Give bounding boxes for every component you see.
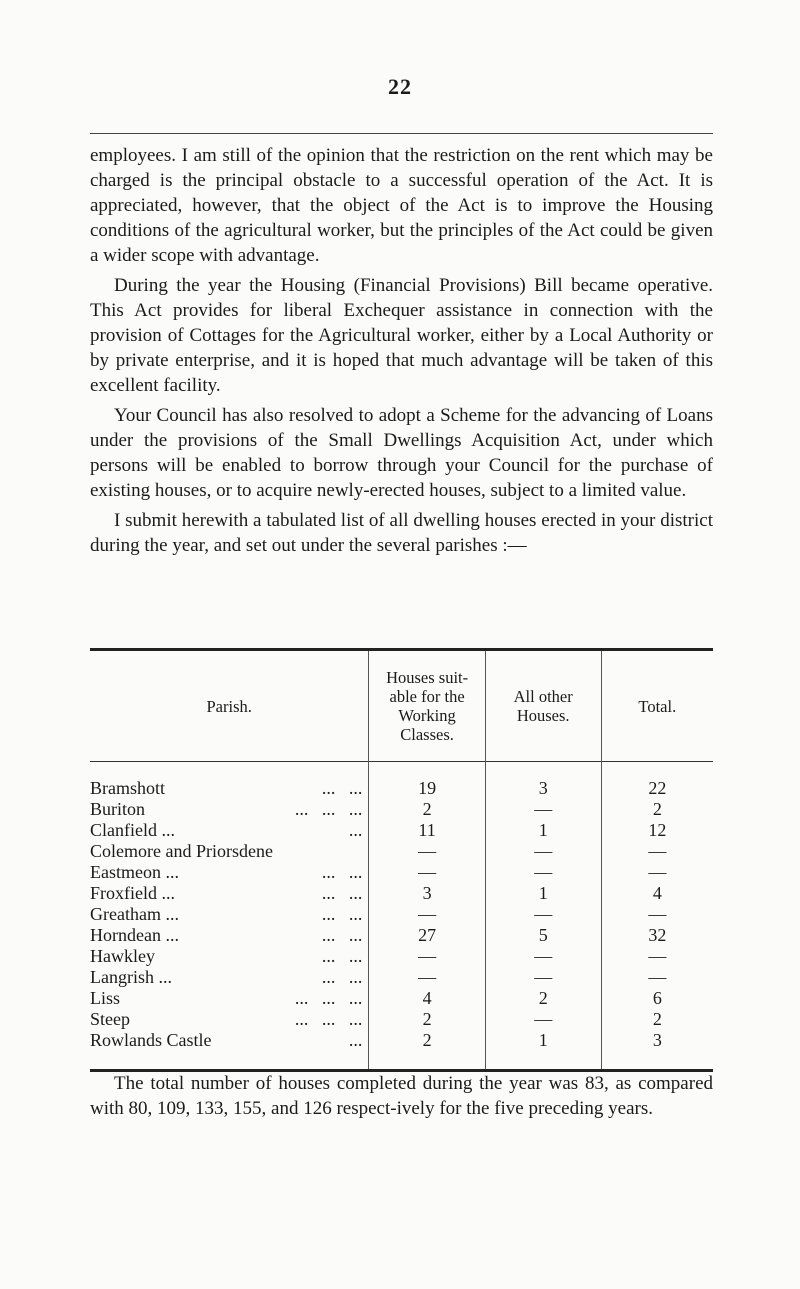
cell-total: — [601, 841, 713, 862]
parish-name-cell [90, 904, 369, 925]
cell-working: — [369, 904, 485, 925]
table-row [90, 862, 713, 883]
parish-name-cell [90, 883, 369, 904]
parish-name-cell [90, 1030, 369, 1071]
cell-other: — [485, 1009, 601, 1030]
leader-dots: ... ... [321, 967, 363, 987]
paragraph-2: During the year the Housing (Financial Provisions) Bill became operative. This Act provides for liberal Exchequer assistance in connection with the provision of Cottages for the Agricultural worker, either by a Local Authority or by private enterprise, and it is hoped that much advantage will be taken of this excellent facility. [90, 275, 713, 396]
cell-total: — [601, 967, 713, 988]
cell-working: 19 [369, 762, 485, 800]
leader-dots: ... ... [321, 778, 363, 798]
parish-name: Clanfield ... [90, 820, 175, 840]
header-total: Total. [601, 650, 713, 762]
cell-working: — [369, 862, 485, 883]
parish-name-cell [90, 946, 369, 967]
table-row [90, 1009, 713, 1030]
leader-dots: ... ... ... [294, 799, 363, 819]
table-row [90, 967, 713, 988]
cell-other: — [485, 967, 601, 988]
parish-name-cell [90, 967, 369, 988]
parish-name: Buriton [90, 799, 146, 819]
cell-total: 32 [601, 925, 713, 946]
cell-working: 27 [369, 925, 485, 946]
cell-working: 2 [369, 1030, 485, 1071]
parish-name-cell [90, 1009, 369, 1030]
cell-working: 11 [369, 820, 485, 841]
table-row [90, 946, 713, 967]
parish-name-cell [90, 862, 369, 883]
cell-other: — [485, 841, 601, 862]
parish-name: Hawkley [90, 946, 155, 966]
paragraph-3: Your Council has also resolved to adopt a Scheme for the advancing of Loans under the provisions of the Small Dwellings Acquisition Act, under which persons will be enabled to borrow through your Council for the purchase of existing houses, or to acquire newly-erected houses, subject to a limited value. [90, 405, 713, 501]
parish-name-cell [90, 799, 369, 820]
cell-working: — [369, 946, 485, 967]
housing-table-container [90, 648, 713, 1072]
cell-total: 3 [601, 1030, 713, 1071]
cell-other: — [485, 799, 601, 820]
parish-name-cell [90, 988, 369, 1009]
parish-name-cell [90, 841, 369, 862]
cell-working: 2 [369, 1009, 485, 1030]
paragraph-4: I submit herewith a tabulated list of all dwelling houses erected in your district during the year, and set out under the several parishes :— [90, 510, 713, 556]
cell-total: 2 [601, 1009, 713, 1030]
parish-name-cell [90, 820, 369, 841]
parish-name: Froxfield ... [90, 883, 175, 903]
leader-dots: ... ... ... [294, 988, 363, 1008]
table-row [90, 820, 713, 841]
parish-name: Liss [90, 988, 121, 1008]
header-other-houses: All other Houses. [485, 650, 601, 762]
parish-name: Colemore and Priorsdene [90, 841, 273, 861]
cell-working: 2 [369, 799, 485, 820]
table-row [90, 841, 713, 862]
cell-other: 1 [485, 883, 601, 904]
housing-table [90, 648, 713, 1072]
table-row [90, 762, 713, 800]
cell-other: 5 [485, 925, 601, 946]
closing-text [90, 1071, 713, 1121]
leader-dots: ... ... [321, 862, 363, 882]
paragraph-1: employees. I am still of the opinion that the restriction on the rent which may be charged is the principal obstacle to a successful operation of the Act. It is appreciated, however, that the object of the Act is to improve the Housing conditions of the agricultural worker, but the principles of the Act could be given a wider scope with advantage. [90, 145, 713, 266]
cell-other: 2 [485, 988, 601, 1009]
parish-name: Greatham ... [90, 904, 179, 924]
page-number: 22 [388, 74, 412, 99]
cell-other: 3 [485, 762, 601, 800]
cell-working: 3 [369, 883, 485, 904]
table-body [90, 762, 713, 1071]
table-row [90, 988, 713, 1009]
leader-dots: ... ... [321, 883, 363, 903]
leader-dots: ... ... [321, 904, 363, 924]
cell-total: — [601, 904, 713, 925]
cell-total: 6 [601, 988, 713, 1009]
cell-total: 22 [601, 762, 713, 800]
closing-paragraph: The total number of houses completed during the year was 83, as compared with 80, 109, 133, 155, and 126 respect-ively for the five preceding years. [90, 1073, 713, 1119]
leader-dots: ... ... [321, 946, 363, 966]
parish-name: Eastmeon ... [90, 862, 179, 882]
leader-dots: ... [348, 1030, 363, 1050]
parish-name: Langrish ... [90, 967, 172, 987]
cell-other: — [485, 862, 601, 883]
leader-dots: ... ... ... [294, 1009, 363, 1029]
cell-total: 2 [601, 799, 713, 820]
cell-total: — [601, 946, 713, 967]
header-rule [90, 133, 713, 134]
parish-name-cell [90, 925, 369, 946]
table-row [90, 904, 713, 925]
header-parish: Parish. [206, 696, 252, 716]
cell-other: 1 [485, 1030, 601, 1071]
header-working-classes: Houses suit-able for the Working Classes. [369, 650, 485, 762]
cell-working: 4 [369, 988, 485, 1009]
cell-total: — [601, 862, 713, 883]
table-row [90, 799, 713, 820]
table-row [90, 1030, 713, 1071]
body-text [90, 143, 713, 563]
parish-name: Horndean ... [90, 925, 179, 945]
parish-name: Steep [90, 1009, 130, 1029]
cell-working: — [369, 841, 485, 862]
table-row [90, 883, 713, 904]
cell-working: — [369, 967, 485, 988]
leader-dots: ... [348, 820, 363, 840]
table-header-row [90, 650, 713, 762]
cell-other: — [485, 946, 601, 967]
cell-other: — [485, 904, 601, 925]
table-row [90, 925, 713, 946]
parish-name-cell [90, 762, 369, 800]
cell-total: 12 [601, 820, 713, 841]
parish-name: Rowlands Castle [90, 1030, 212, 1050]
parish-name: Bramshott [90, 778, 165, 798]
cell-other: 1 [485, 820, 601, 841]
leader-dots: ... ... [321, 925, 363, 945]
cell-total: 4 [601, 883, 713, 904]
